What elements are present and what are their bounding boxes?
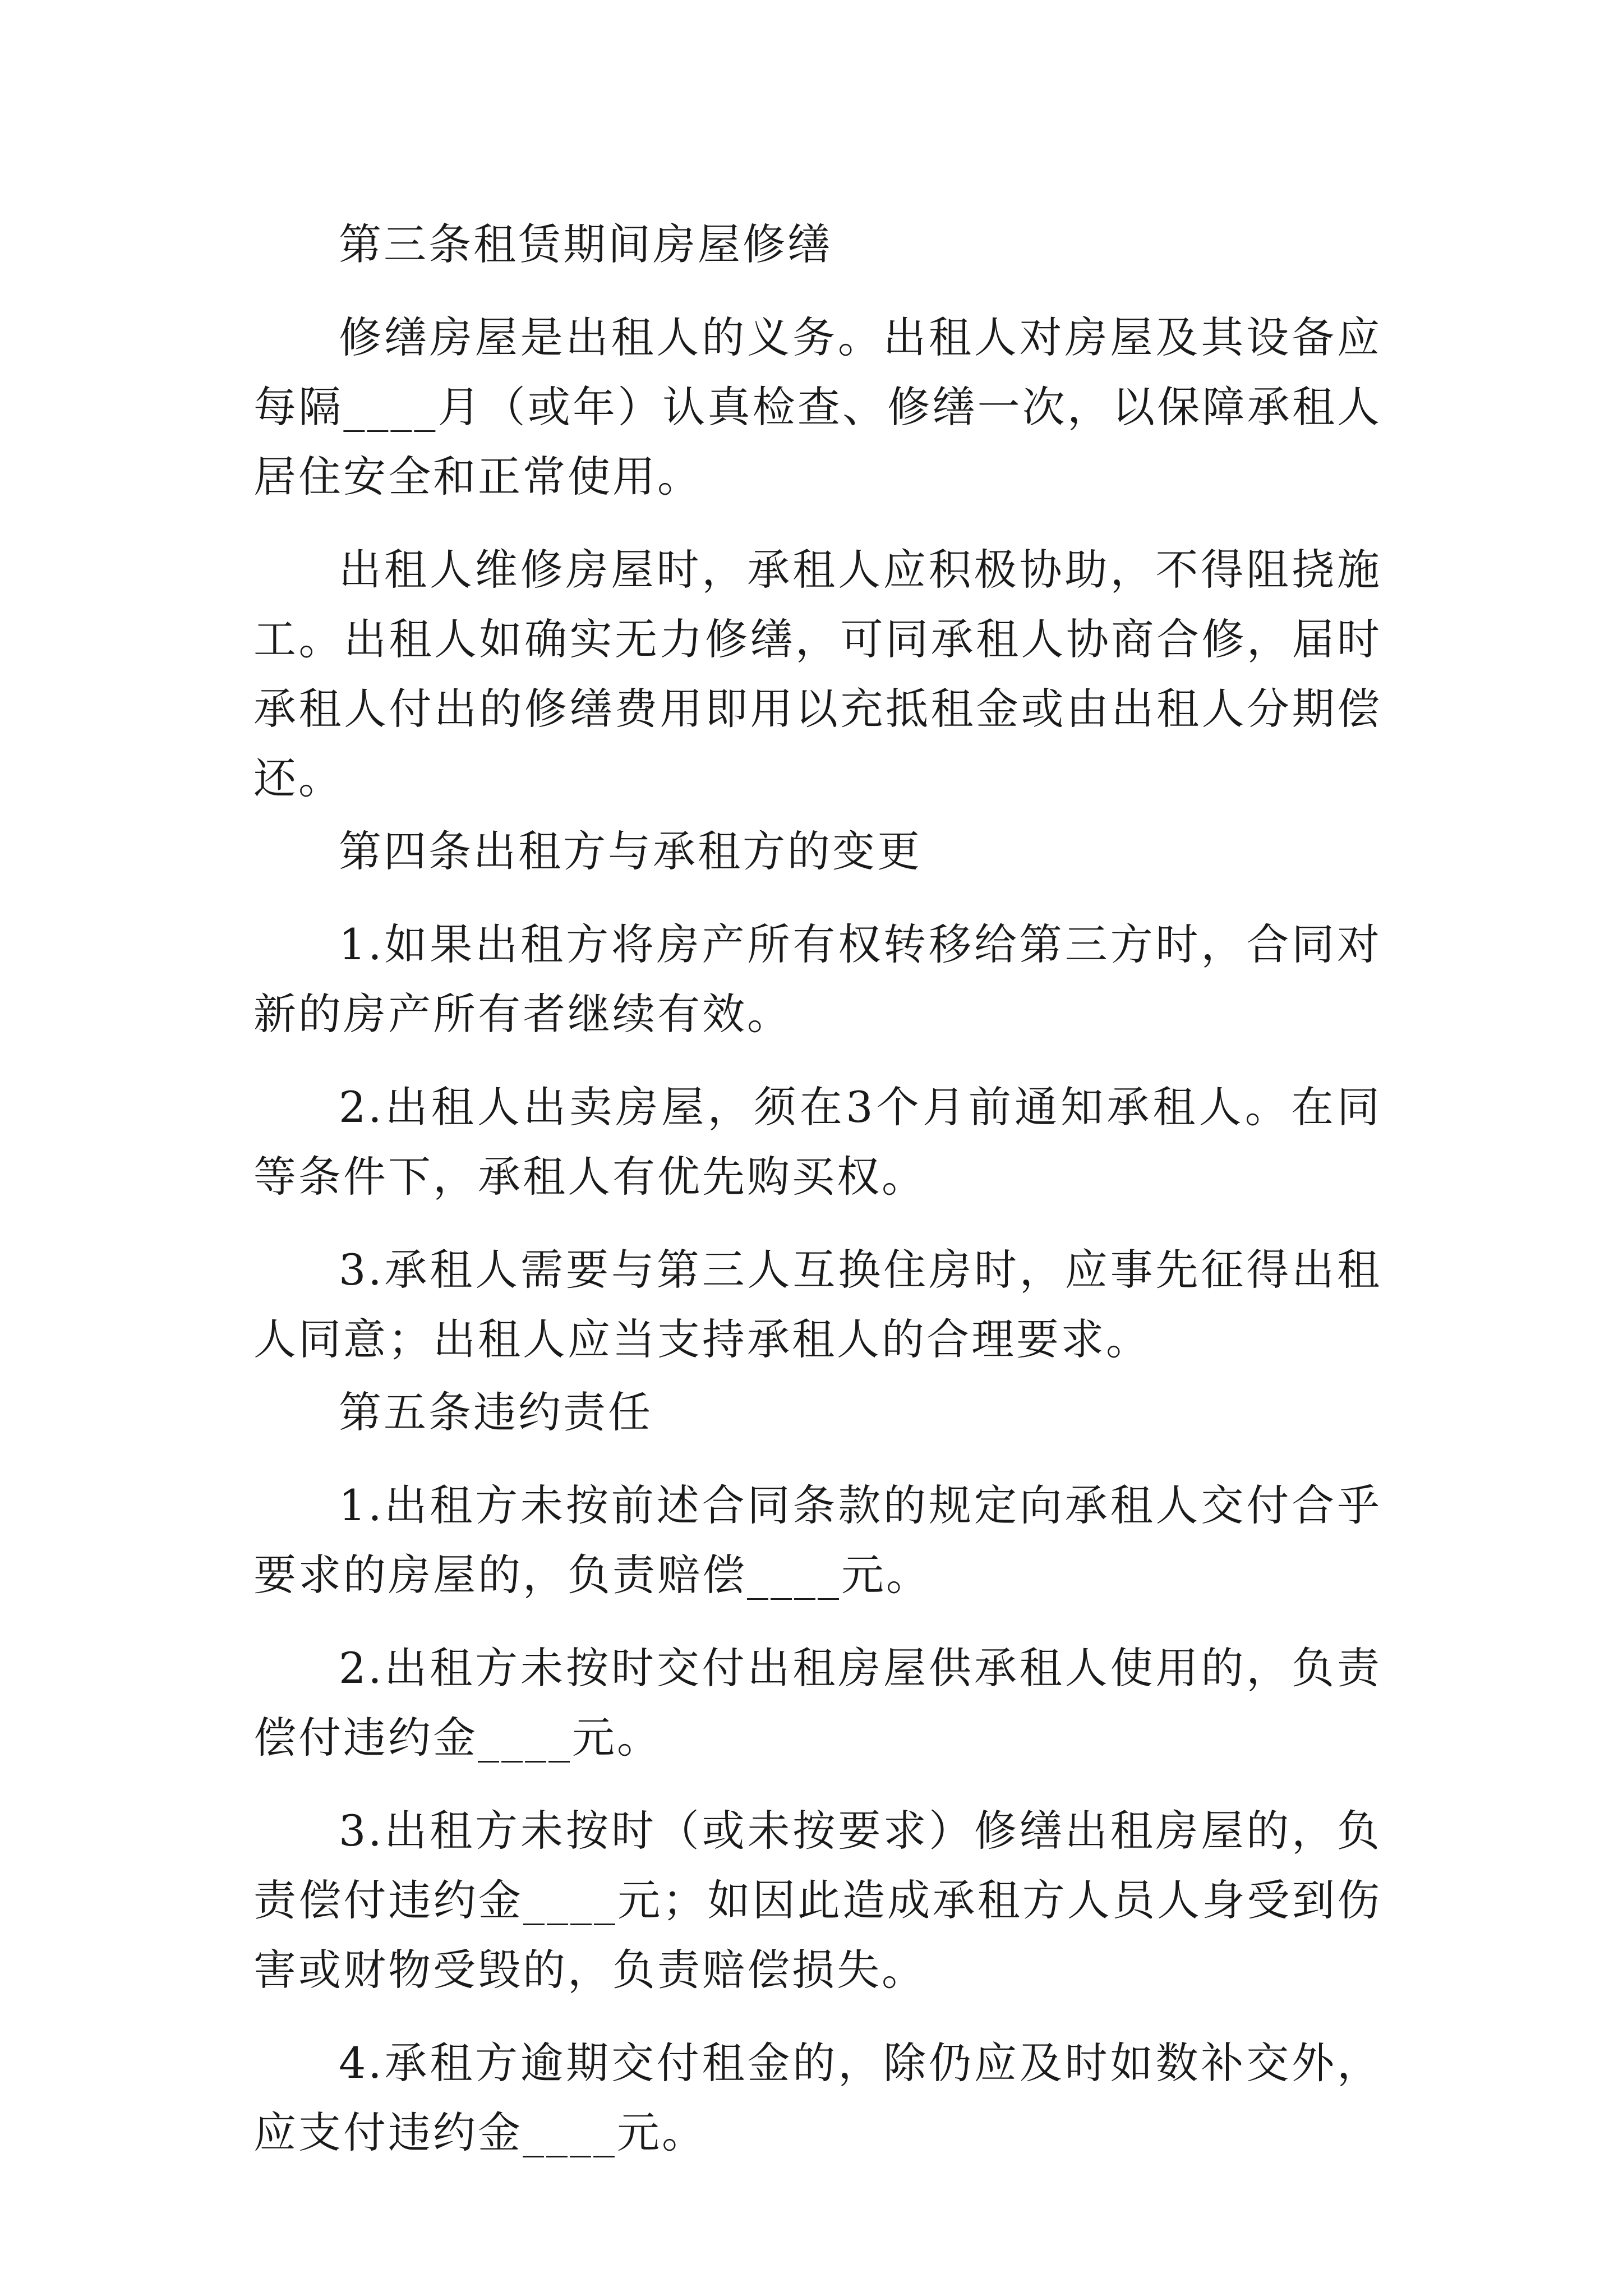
paragraph: 出租人维修房屋时，承租人应积极协助，不得阻挠施工。出租人如确实无力修缮，可同承租人协商合修，届时承租人付出的修缮费用即用以充抵租金或由出租人分期偿还。 — [253, 545, 1382, 803]
article-5-heading: 第五条违约责任 — [339, 1387, 653, 1437]
article-4-heading: 第四条出租方与承租方的变更 — [339, 826, 922, 876]
paragraph: 2.出租人出卖房屋，须在3个月前通知承租人。在同等条件下，承租人有优先购买权。 — [253, 1082, 1382, 1202]
paragraph: 1.出租方未按前述合同条款的规定向承租人交付合乎要求的房屋的，负责赔偿____元。 — [253, 1480, 1382, 1600]
paragraph: 修缮房屋是出租人的义务。出租人对房屋及其设备应每隔____月（或年）认真检查、修缮一次，以保障承租人居住安全和正常使用。 — [253, 312, 1382, 501]
paragraph: 1.如果出租方将房产所有权转移给第三方时，合同对新的房产所有者继续有效。 — [253, 919, 1382, 1039]
article-3-heading: 第三条租赁期间房屋修缮 — [339, 219, 832, 269]
paragraph: 4.承租方逾期交付租金的，除仍应及时如数补交外，应支付违约金____元。 — [253, 2038, 1382, 2157]
paragraph: 3.出租方未按时（或未按要求）修缮出租房屋的，负责偿付违约金____元；如因此造成承租方人员人身受到伤害或财物受毁的，负责赔偿损失。 — [253, 1806, 1382, 1995]
paragraph: 3.承租人需要与第三人互换住房时，应事先征得出租人同意；出租人应当支持承租人的合理要求。 — [253, 1245, 1382, 1364]
document-body — [253, 206, 1382, 2168]
paragraph: 2.出租方未按时交付出租房屋供承租人使用的，负责偿付违约金____元。 — [253, 1643, 1382, 1763]
